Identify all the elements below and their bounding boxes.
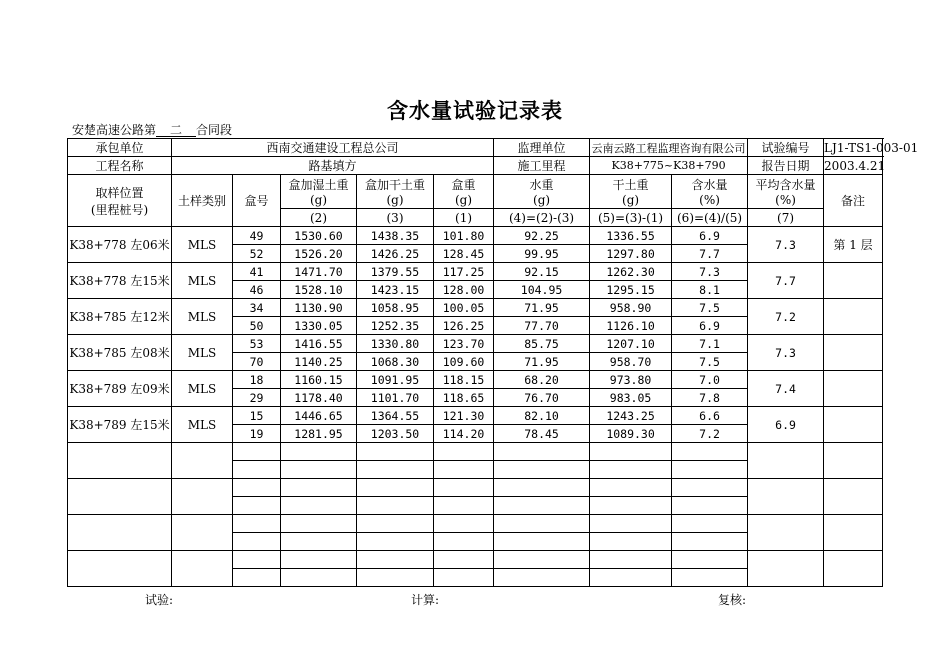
moisture-content: 7.7 — [672, 245, 748, 263]
supervisor-label: 监理单位 — [494, 139, 590, 157]
empty-avg — [748, 479, 824, 515]
wet-weight: 1416.55 — [281, 335, 357, 353]
empty-cell — [494, 533, 590, 551]
dry-weight: 1252.35 — [357, 317, 434, 335]
empty-row — [68, 551, 883, 569]
sample-location: K38+789 左09米 — [68, 371, 172, 407]
col-water-line1: 水重 — [529, 178, 554, 192]
empty-location — [68, 443, 172, 479]
empty-cell — [281, 515, 357, 533]
empty-cell — [233, 479, 281, 497]
water-weight: 71.95 — [494, 299, 590, 317]
remark — [824, 407, 883, 443]
box-weight: 128.45 — [434, 245, 494, 263]
empty-soil — [172, 551, 233, 587]
dry-soil-weight: 1297.80 — [590, 245, 672, 263]
dry-soil-weight: 1089.30 — [590, 425, 672, 443]
wet-weight: 1178.40 — [281, 389, 357, 407]
empty-cell — [233, 569, 281, 587]
mileage-label: 施工里程 — [494, 157, 590, 175]
empty-cell — [357, 533, 434, 551]
water-weight: 92.15 — [494, 263, 590, 281]
water-weight: 78.45 — [494, 425, 590, 443]
col-wet-line2: (g) — [309, 193, 328, 207]
box-number: 29 — [233, 389, 281, 407]
empty-avg — [748, 515, 824, 551]
box-weight: 128.00 — [434, 281, 494, 299]
avg-moisture: 6.9 — [748, 407, 824, 443]
box-number: 34 — [233, 299, 281, 317]
box-number: 46 — [233, 281, 281, 299]
box-weight: 114.20 — [434, 425, 494, 443]
empty-cell — [494, 551, 590, 569]
soil-type: MLS — [172, 371, 233, 407]
dry-soil-weight: 1336.55 — [590, 227, 672, 245]
supervisor-value: 云南云路工程监理咨询有限公司 — [590, 139, 748, 157]
empty-cell — [233, 551, 281, 569]
empty-cell — [233, 515, 281, 533]
contract-section-number: 二 — [156, 124, 196, 137]
empty-cell — [672, 443, 748, 461]
moisture-content: 7.8 — [672, 389, 748, 407]
sample-location: K38+785 左12米 — [68, 299, 172, 335]
soil-type: MLS — [172, 263, 233, 299]
wet-weight: 1528.10 — [281, 281, 357, 299]
empty-cell — [233, 461, 281, 479]
moisture-content: 6.6 — [672, 407, 748, 425]
soil-type: MLS — [172, 299, 233, 335]
table-row — [68, 371, 883, 389]
footer-test-label: 试验: — [145, 593, 174, 607]
col-wet-weight — [281, 175, 357, 209]
header-row-project — [68, 157, 883, 175]
empty-cell — [233, 443, 281, 461]
empty-cell — [281, 497, 357, 515]
empty-cell — [672, 479, 748, 497]
wet-weight: 1281.95 — [281, 425, 357, 443]
water-weight: 82.10 — [494, 407, 590, 425]
box-weight: 118.15 — [434, 371, 494, 389]
col-dry-line1: 盒加干土重 — [364, 178, 425, 192]
empty-cell — [494, 479, 590, 497]
empty-cell — [590, 515, 672, 533]
empty-cell — [357, 443, 434, 461]
page-title: 含水量试验记录表 — [387, 99, 563, 123]
empty-cell — [357, 497, 434, 515]
remark: 第 1 层 — [824, 227, 883, 263]
col-dry-soil-line2: (g) — [622, 193, 640, 207]
empty-cell — [672, 515, 748, 533]
col-box-no: 盒号 — [233, 175, 281, 227]
formula-moisture: (6)=(4)/(5) — [672, 209, 748, 227]
empty-row — [68, 515, 883, 533]
col-soil-type: 土样类别 — [172, 175, 233, 227]
empty-cell — [434, 479, 494, 497]
col-avg-line2: (%) — [775, 193, 796, 207]
header-row-contractor — [68, 139, 883, 157]
moisture-content: 8.1 — [672, 281, 748, 299]
empty-row — [68, 479, 883, 497]
formula-wet: (2) — [281, 209, 357, 227]
dry-weight: 1426.25 — [357, 245, 434, 263]
contractor-value: 西南交通建设工程总公司 — [172, 139, 494, 157]
dry-weight: 1423.15 — [357, 281, 434, 299]
col-location-line2: (里程桩号) — [90, 202, 149, 217]
remark — [824, 299, 883, 335]
dry-soil-weight: 983.05 — [590, 389, 672, 407]
moisture-content: 7.0 — [672, 371, 748, 389]
empty-cell — [357, 515, 434, 533]
box-weight: 126.25 — [434, 317, 494, 335]
empty-cell — [434, 569, 494, 587]
table-row — [68, 227, 883, 245]
col-wet-line1: 盒加湿土重 — [288, 178, 349, 192]
water-weight: 104.95 — [494, 281, 590, 299]
avg-moisture: 7.7 — [748, 263, 824, 299]
dry-soil-weight: 958.90 — [590, 299, 672, 317]
formula-box-wt: (1) — [434, 209, 494, 227]
table-row — [68, 263, 883, 281]
formula-dry-soil: (5)=(3)-(1) — [590, 209, 672, 227]
dry-soil-weight: 1262.30 — [590, 263, 672, 281]
col-box-wt-line1: 盒重 — [451, 178, 476, 192]
col-dry-line2: (g) — [386, 193, 404, 207]
box-weight: 101.80 — [434, 227, 494, 245]
dry-soil-weight: 958.70 — [590, 353, 672, 371]
avg-moisture: 7.3 — [748, 335, 824, 371]
empty-cell — [357, 461, 434, 479]
empty-cell — [672, 569, 748, 587]
box-number: 50 — [233, 317, 281, 335]
empty-cell — [494, 461, 590, 479]
water-weight: 99.95 — [494, 245, 590, 263]
moisture-content: 6.9 — [672, 317, 748, 335]
contract-prefix: 安楚高速公路第 — [72, 123, 157, 137]
contract-suffix: 合同段 — [196, 123, 233, 137]
empty-cell — [281, 533, 357, 551]
avg-moisture: 7.3 — [748, 227, 824, 263]
col-water-weight — [494, 175, 590, 209]
sample-location: K38+785 左08米 — [68, 335, 172, 371]
empty-location — [68, 479, 172, 515]
table-row — [68, 335, 883, 353]
dry-soil-weight: 1126.10 — [590, 317, 672, 335]
wet-weight: 1330.05 — [281, 317, 357, 335]
test-no-label: 试验编号 — [748, 139, 824, 157]
dry-weight: 1068.30 — [357, 353, 434, 371]
col-box-wt-line2: (g) — [455, 193, 473, 207]
empty-cell — [590, 533, 672, 551]
box-weight: 100.05 — [434, 299, 494, 317]
moisture-test-table — [67, 138, 919, 587]
empty-cell — [494, 497, 590, 515]
empty-cell — [672, 461, 748, 479]
sample-location: K38+789 左15米 — [68, 407, 172, 443]
water-weight: 92.25 — [494, 227, 590, 245]
empty-location — [68, 515, 172, 551]
water-weight: 71.95 — [494, 353, 590, 371]
remark — [824, 371, 883, 407]
empty-remark — [824, 443, 883, 479]
box-weight: 118.65 — [434, 389, 494, 407]
remark — [824, 263, 883, 299]
wet-weight: 1130.90 — [281, 299, 357, 317]
dry-weight: 1438.35 — [357, 227, 434, 245]
footer-calc-label: 计算: — [411, 593, 440, 607]
sample-location: K38+778 左06米 — [68, 227, 172, 263]
empty-remark — [824, 551, 883, 587]
remark — [824, 335, 883, 371]
water-weight: 68.20 — [494, 371, 590, 389]
dry-weight: 1101.70 — [357, 389, 434, 407]
wet-weight: 1526.20 — [281, 245, 357, 263]
dry-soil-weight: 1243.25 — [590, 407, 672, 425]
col-avg-line1: 平均含水量 — [755, 178, 816, 192]
empty-cell — [672, 551, 748, 569]
water-weight: 76.70 — [494, 389, 590, 407]
empty-cell — [281, 479, 357, 497]
empty-cell — [281, 461, 357, 479]
empty-avg — [748, 443, 824, 479]
empty-cell — [281, 551, 357, 569]
empty-cell — [281, 569, 357, 587]
col-water-line2: (g) — [533, 193, 551, 207]
col-avg-moisture — [748, 175, 824, 209]
col-moisture-line1: 含水量 — [691, 178, 728, 192]
empty-cell — [233, 533, 281, 551]
empty-cell — [434, 551, 494, 569]
soil-type: MLS — [172, 335, 233, 371]
dry-soil-weight: 1295.15 — [590, 281, 672, 299]
empty-cell — [494, 569, 590, 587]
dry-weight: 1203.50 — [357, 425, 434, 443]
empty-remark — [824, 479, 883, 515]
dry-weight: 1379.55 — [357, 263, 434, 281]
soil-type: MLS — [172, 227, 233, 263]
box-weight: 121.30 — [434, 407, 494, 425]
report-date-value: 2003.4.21 — [824, 158, 886, 173]
sample-location: K38+778 左15米 — [68, 263, 172, 299]
box-weight: 117.25 — [434, 263, 494, 281]
moisture-content: 7.1 — [672, 335, 748, 353]
project-label: 工程名称 — [68, 157, 172, 175]
empty-cell — [434, 497, 494, 515]
empty-cell — [672, 497, 748, 515]
wet-weight: 1471.70 — [281, 263, 357, 281]
wet-weight: 1530.60 — [281, 227, 357, 245]
empty-soil — [172, 443, 233, 479]
table-row — [68, 407, 883, 425]
soil-type: MLS — [172, 407, 233, 443]
dry-weight: 1330.80 — [357, 335, 434, 353]
moisture-content: 6.9 — [672, 227, 748, 245]
footer-review-label: 复核: — [718, 593, 747, 607]
empty-cell — [494, 443, 590, 461]
empty-cell — [233, 497, 281, 515]
dry-weight: 1058.95 — [357, 299, 434, 317]
box-number: 15 — [233, 407, 281, 425]
column-header-row — [68, 175, 883, 209]
mileage-value: K38+775~K38+790 — [590, 157, 748, 175]
col-moisture — [672, 175, 748, 209]
formula-water: (4)=(2)-(3) — [494, 209, 590, 227]
dry-weight: 1091.95 — [357, 371, 434, 389]
wet-weight: 1160.15 — [281, 371, 357, 389]
box-weight: 109.60 — [434, 353, 494, 371]
dry-soil-weight: 1207.10 — [590, 335, 672, 353]
moisture-content: 7.2 — [672, 425, 748, 443]
empty-cell — [281, 443, 357, 461]
empty-cell — [434, 515, 494, 533]
col-box-weight — [434, 175, 494, 209]
water-weight: 85.75 — [494, 335, 590, 353]
col-remark: 备注 — [824, 175, 883, 227]
project-value: 路基填方 — [172, 157, 494, 175]
avg-moisture: 7.2 — [748, 299, 824, 335]
box-weight: 123.70 — [434, 335, 494, 353]
empty-cell — [590, 443, 672, 461]
box-number: 19 — [233, 425, 281, 443]
formula-dry: (3) — [357, 209, 434, 227]
dry-weight: 1364.55 — [357, 407, 434, 425]
box-number: 53 — [233, 335, 281, 353]
moisture-content: 7.5 — [672, 299, 748, 317]
water-weight: 77.70 — [494, 317, 590, 335]
empty-cell — [434, 461, 494, 479]
col-dry-weight — [357, 175, 434, 209]
empty-cell — [357, 551, 434, 569]
contract-section-line — [72, 121, 232, 138]
empty-cell — [357, 479, 434, 497]
empty-cell — [434, 443, 494, 461]
empty-location — [68, 551, 172, 587]
empty-cell — [357, 569, 434, 587]
wet-weight: 1446.65 — [281, 407, 357, 425]
empty-cell — [590, 569, 672, 587]
wet-weight: 1140.25 — [281, 353, 357, 371]
table-row — [68, 299, 883, 317]
col-location-line1: 取样位置 — [95, 185, 144, 200]
empty-soil — [172, 479, 233, 515]
empty-cell — [494, 515, 590, 533]
empty-cell — [590, 479, 672, 497]
box-number: 70 — [233, 353, 281, 371]
empty-cell — [590, 551, 672, 569]
empty-row — [68, 443, 883, 461]
empty-cell — [590, 461, 672, 479]
moisture-content: 7.3 — [672, 263, 748, 281]
col-dry-soil-line1: 干土重 — [612, 178, 649, 192]
box-number: 49 — [233, 227, 281, 245]
empty-cell — [672, 533, 748, 551]
report-date-label: 报告日期 — [748, 157, 824, 175]
formula-avg: (7) — [748, 209, 824, 227]
empty-cell — [590, 497, 672, 515]
empty-cell — [434, 533, 494, 551]
box-number: 41 — [233, 263, 281, 281]
box-number: 52 — [233, 245, 281, 263]
col-location — [68, 175, 172, 227]
contractor-label: 承包单位 — [68, 139, 172, 157]
avg-moisture: 7.4 — [748, 371, 824, 407]
test-no-value: LJ1-TS1-003-01 — [824, 140, 919, 155]
empty-avg — [748, 551, 824, 587]
dry-soil-weight: 973.80 — [590, 371, 672, 389]
empty-remark — [824, 515, 883, 551]
empty-soil — [172, 515, 233, 551]
box-number: 18 — [233, 371, 281, 389]
col-moisture-line2: (%) — [699, 193, 720, 207]
col-dry-soil-weight — [590, 175, 672, 209]
moisture-content: 7.5 — [672, 353, 748, 371]
